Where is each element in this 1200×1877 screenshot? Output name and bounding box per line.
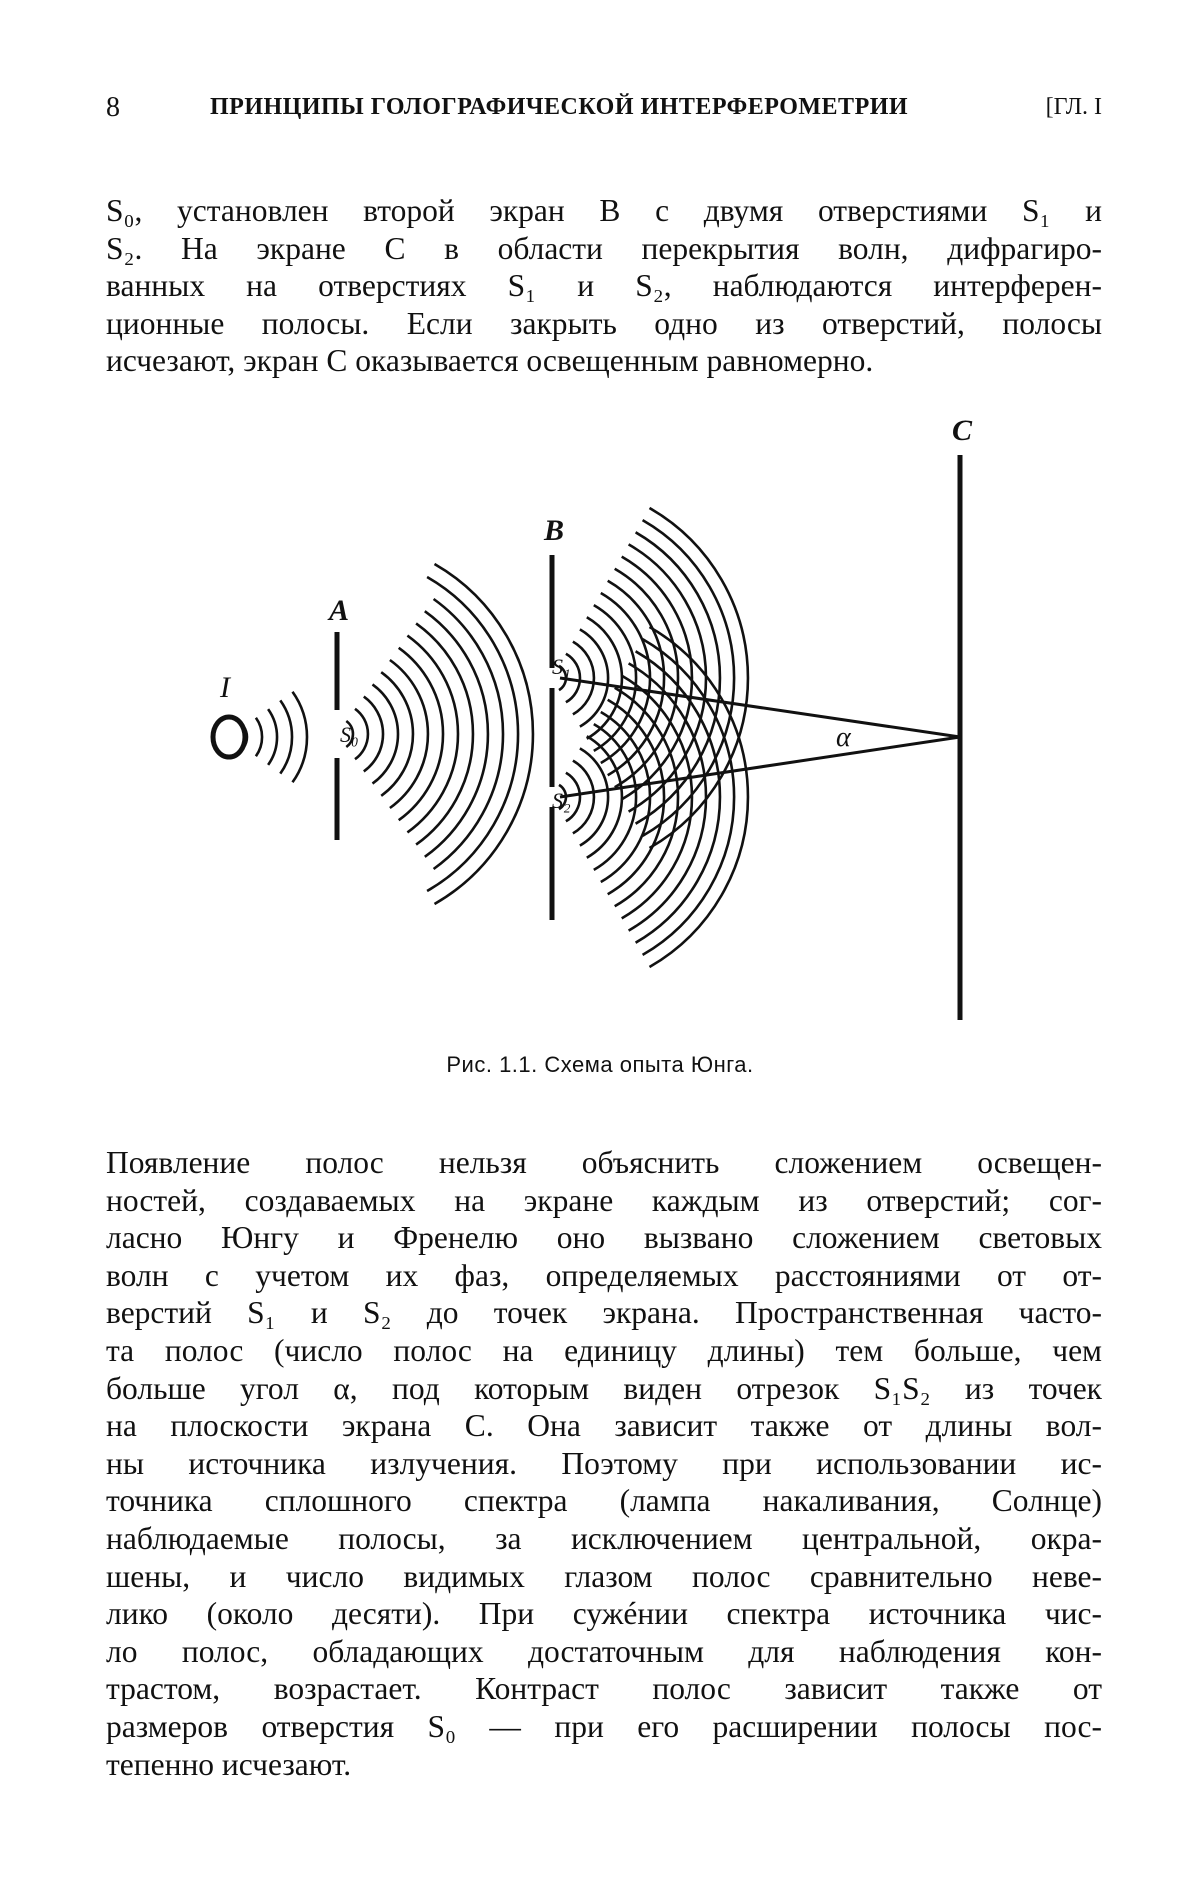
chapter-marker: [ГЛ. I [1045, 94, 1102, 120]
text-line: волн с учетом их фаз, определяемых расстояниями от от- [106, 1257, 1102, 1293]
text-line: больше угол α, под которым виден отрезок S₁S₂ из точек [106, 1370, 1102, 1406]
label-slit-s1: S₁ [552, 654, 571, 679]
page-number: 8 [106, 92, 120, 123]
text-line: исчезают, экран C оказывается освещенным равномерно. [106, 343, 874, 379]
text-line: ностей, создаваемых на экране каждым из отверстий; сог- [106, 1182, 1102, 1218]
text-line: трастом, возрастает. Контраст полос зависит также от [106, 1671, 1102, 1707]
s0-wavefront [373, 684, 398, 783]
text-line: S₂. На экране C в области перекрытия волн, дифрагиро- [106, 230, 1102, 266]
s1-wavefront [629, 544, 706, 811]
label-screen-b: B [544, 514, 565, 547]
light-source [213, 717, 245, 757]
source-wavefront [268, 709, 277, 765]
text-line: ло полос, обладающих достаточным для наблюдения кон- [106, 1633, 1102, 1669]
label-screen-c: C [952, 414, 973, 447]
s2-wavefront [573, 761, 594, 834]
source-wavefront [280, 700, 292, 773]
text-line: ласно Юнгу и Френелю оно вызвано сложением световых [106, 1220, 1102, 1256]
text-line: ционные полосы. Если закрыть одно из отверстий, полосы [106, 305, 1102, 341]
text-line: та полос (число полос на единицу длины) тем больше, чем [106, 1332, 1102, 1368]
s0-wavefront [407, 636, 458, 833]
s0-wavefront [416, 623, 473, 844]
label-angle: α [836, 722, 851, 753]
paragraph-main [106, 1144, 1102, 1783]
text-line: лико (около десяти). При сужéнии спектра источника чис- [106, 1596, 1102, 1632]
text-line: ны источника излучения. Поэтому при использовании ис- [106, 1445, 1102, 1481]
text-line: на плоскости экрана C. Она зависит также от длины вол- [106, 1408, 1102, 1444]
source-wavefront [256, 718, 262, 756]
text-line: точника сплошного спектра (лампа накаливания, Солнце) [106, 1483, 1102, 1519]
text-line: наблюдаемые полосы, за исключением центральной, окра- [106, 1520, 1102, 1556]
running-title: ПРИНЦИПЫ ГОЛОГРАФИЧЕСКОЙ ИНТЕРФЕРОМЕТРИИ [210, 94, 909, 120]
source-wavefront [293, 692, 308, 783]
s0-wavefront [390, 660, 428, 808]
s1-wavefront [587, 617, 622, 738]
text-line: Появление полос нельзя объяснить сложением освещен- [106, 1145, 1102, 1180]
s1-wavefront [573, 642, 594, 715]
text-line: ванных на отверстиях S₁ и S₂, наблюдаются интерферен- [106, 268, 1102, 304]
text-line: S₀, установлен второй экран B с двумя отверстиями S₁ и [106, 193, 1102, 228]
text-line: тепенно исчезают. [106, 1746, 352, 1782]
text-line: верстий S₁ и S₂ до точек экрана. Пространственная часто- [106, 1295, 1102, 1331]
s2-wavefront [629, 663, 706, 930]
wavefronts [244, 508, 748, 967]
label-screen-a: A [329, 594, 350, 627]
label-source: I [220, 671, 230, 704]
s2-wavefront [587, 736, 622, 857]
text-line: шены, и число видимых глазом полос сравнительно неве- [106, 1558, 1102, 1594]
label-slit-s0: S₀ [340, 722, 359, 747]
label-slit-s2: S₂ [552, 788, 571, 813]
text-line: размеров отверстия S₀ — при его расширении полосы пос- [106, 1708, 1102, 1744]
figure-caption: Рис. 1.1. Схема опыта Юнга. [446, 1052, 754, 1077]
